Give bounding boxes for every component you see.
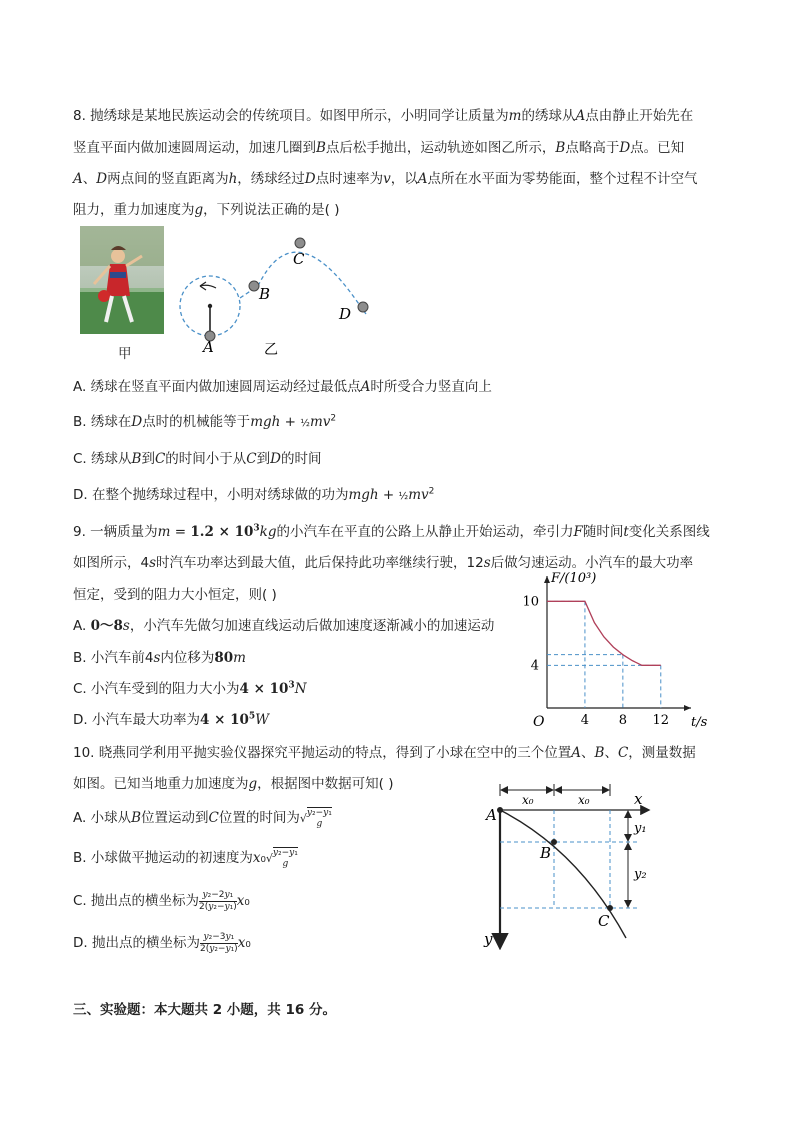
chart-y-tick-4: 4	[530, 658, 539, 674]
chart-x-axis-label: t/s	[691, 715, 708, 730]
q10-option-d[interactable]: D. 抛出点的横坐标为 y₂−3y₁ 2(y₂−y₁)x₀	[73, 931, 251, 954]
q8-stem-line-2: 竖直平面内做加速圆周运动，加速几圈到B点后松手抛出，运动轨迹如图乙所示，B点略高于D点。已知	[73, 140, 685, 156]
chart-origin-label: O	[533, 714, 545, 730]
q10-option-c[interactable]: C. 抛出点的横坐标为 y₂−2y₁ 2(y₂−y₁)x₀	[73, 889, 250, 912]
chart-x-tick-12: 12	[652, 713, 670, 728]
q9-stem-line-2: 如图所示，4s时汽车功率达到最大值，此后保持此功率继续行驶，12s后做匀速运动。小汽车的最大功率	[73, 555, 694, 571]
section-3-heading: 三、实验题：本大题共 2 小题，共 16 分。	[73, 1002, 336, 1018]
q8-option-a[interactable]: A. 绣球在竖直平面内做加速圆周运动经过最低点A时所受合力竖直向上	[73, 379, 492, 395]
q10-stem-line-2: 如图。已知当地重力加速度为g，根据图中数据可知( )	[73, 776, 394, 792]
q10-option-a[interactable]: A. 小球从B位置运动到C位置的时间为√y₂−y₁ g	[73, 807, 332, 829]
q8-option-b[interactable]: B. 绣球在D点时的机械能等于mgh + $\frac{1}{2}mv^2$	[73, 413, 337, 430]
q10-option-b[interactable]: B. 小球做平抛运动的初速度为x₀√y₂−y₁ g	[73, 847, 298, 869]
q8-stem-line-3: A、D两点间的竖直距离为h，绣球经过D点时速率为v，以A点所在水平面为零势能面，整个过程不计空气	[73, 171, 698, 187]
chart-y-tick-10: 10	[522, 594, 539, 610]
chart-series-line-0	[547, 601, 661, 665]
q10-label-y2: y₂	[634, 867, 647, 882]
q8-figure-jia-label: 甲	[118, 346, 132, 362]
q8-label-C: C	[293, 250, 305, 268]
q10-stem-line-1: 10. 晓燕同学利用平抛实验仪器探究平抛运动的特点，得到了小球在空中的三个位置A、B、C，测量数据	[73, 745, 696, 761]
q10-label-y1: y₁	[634, 821, 647, 836]
q10-label-B: B	[540, 844, 552, 862]
q8-figure-yi-trajectory	[170, 228, 380, 358]
q8-option-d[interactable]: D. 在整个抛绣球过程中，小明对绣球做的功为mgh + $\frac{1}{2}mv^2$	[73, 486, 435, 503]
q10-label-C: C	[598, 912, 610, 930]
q9-option-d[interactable]: D. 小汽车最大功率为$4 \times 10^5W$	[73, 711, 270, 728]
chart-y-arrow	[544, 576, 550, 583]
q10-label-x0-second: x₀	[578, 793, 590, 807]
q8-label-A: A	[203, 338, 214, 356]
q8-label-D: D	[339, 305, 352, 323]
q9-stem-line-3: 恒定，受到的阻力大小恒定，则( )	[73, 587, 277, 603]
q10-label-x: x	[634, 790, 643, 808]
q8-figure-yi-label: 乙	[264, 342, 278, 358]
q8-figure-jia-photo	[80, 226, 164, 334]
q8-stem-line-1: 8. 抛绣球是某地民族运动会的传统项目。如图甲所示，小明同学让质量为m的绣球从A点由静止开始先在	[73, 108, 694, 124]
q10-label-y: y	[484, 930, 493, 948]
chart-x-tick-4: 4	[580, 713, 590, 728]
q9-option-b[interactable]: B. 小汽车前4s内位移为80m	[73, 650, 246, 666]
chart-x-tick-8: 8	[618, 713, 627, 728]
q8-stem-line-4: 阻力，重力加速度为g，下列说法正确的是( )	[73, 202, 340, 218]
q10-label-x0-first: x₀	[522, 793, 534, 807]
q8-option-c[interactable]: C. 绣球从B到C的时间小于从C到D的时间	[73, 451, 322, 467]
q10-projectile-figure	[478, 778, 668, 950]
q9-option-c[interactable]: C. 小汽车受到的阻力大小为$4 \times 10^3N$	[73, 680, 307, 697]
q9-option-a[interactable]: A. 0～8s，小汽车先做匀加速直线运动后做加速度逐渐减小的加速运动	[73, 618, 495, 634]
q8-label-B: B	[259, 285, 271, 303]
q9-force-time-chart	[505, 568, 725, 730]
chart-x-arrow	[684, 705, 691, 711]
q10-label-A: A	[486, 806, 497, 824]
chart-y-axis-label: F/(10³)	[551, 571, 597, 586]
q9-stem-line-1: 9. 一辆质量为$m = 1.2 \times 10^3kg$的小汽车在平直的公路上从静止开始运动，牵引力F随时间t变化关系图线	[73, 523, 710, 540]
